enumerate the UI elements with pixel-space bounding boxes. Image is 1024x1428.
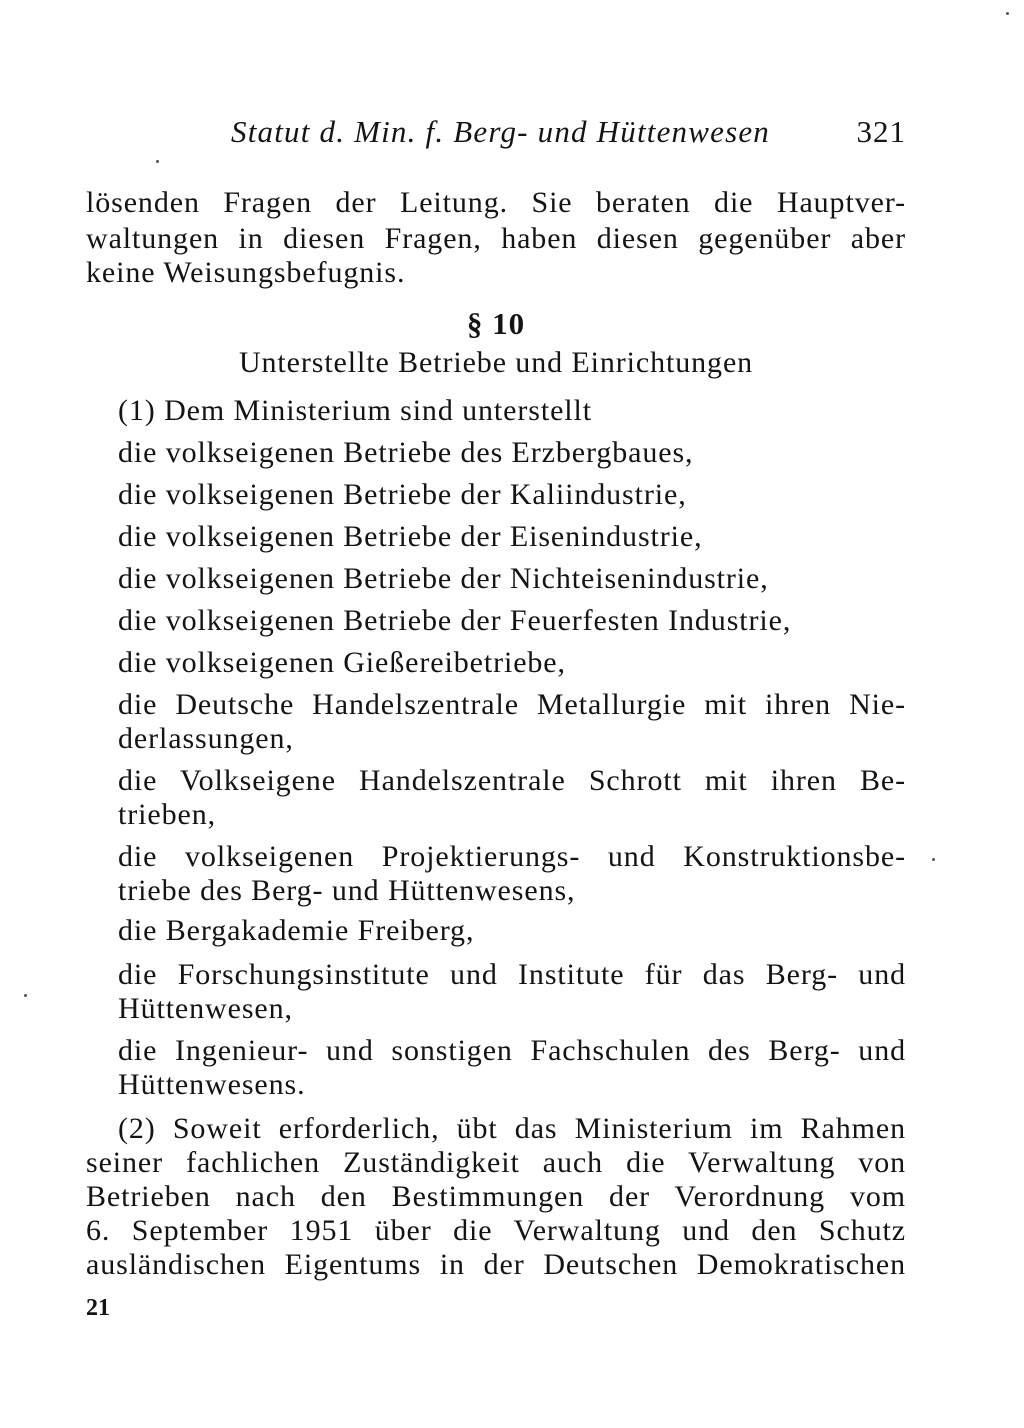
scan-speck — [1006, 12, 1009, 15]
list-item: die Bergakademie Freiberg, — [118, 914, 475, 947]
paragraph-line: 6. September 1951 über die Verwaltung und den Schutz — [86, 1214, 906, 1247]
list-item: die Ingenieur- und sonstigen Fachschulen des Berg- und — [118, 1034, 906, 1067]
list-item: die volkseigenen Betriebe der Kaliindustrie, — [118, 478, 687, 511]
list-item: die volkseigenen Projektierungs- und Konstruktionsbe- — [118, 840, 906, 873]
scan-speck — [24, 994, 27, 997]
page-number: 321 — [856, 114, 906, 149]
running-title: Statut d. Min. f. Berg- und Hüttenwesen — [231, 114, 771, 149]
list-item: die volkseigenen Betriebe der Eisenindustrie, — [118, 520, 703, 553]
list-item: die Volkseigene Handelszentrale Schrott mit ihren Be- — [118, 764, 906, 797]
list-item: die volkseigenen Betriebe des Erzbergbaues, — [118, 436, 694, 469]
list-item: die volkseigenen Betriebe der Feuerfesten Industrie, — [118, 604, 792, 637]
intro-line: waltungen in diesen Fragen, haben diesen gegenüber aber — [86, 222, 906, 255]
list-item: die volkseigenen Betriebe der Nichteisenindustrie, — [118, 562, 769, 595]
paragraph-line: ausländischen Eigentums in der Deutschen Demokratischen — [86, 1248, 906, 1281]
signature-mark: 21 — [86, 1295, 110, 1321]
paragraph-line: seiner fachlichen Zuständigkeit auch die Verwaltung von — [86, 1146, 906, 1179]
paragraph-line: Betrieben nach den Bestimmungen der Verordnung vom — [86, 1180, 906, 1213]
list-item-continuation: trieben, — [118, 798, 216, 831]
list-item-continuation: triebe des Berg- und Hüttenwesens, — [118, 874, 576, 907]
scan-speck — [932, 858, 935, 861]
section-mark: § 10 — [466, 306, 526, 341]
scan-speck — [156, 160, 159, 163]
intro-line: keine Weisungsbefugnis. — [86, 256, 406, 289]
paragraph-line: (1) Dem Ministerium sind unterstellt — [118, 394, 593, 427]
intro-line: lösenden Fragen der Leitung. Sie beraten die Hauptver- — [86, 186, 906, 219]
list-item-continuation: derlassungen, — [118, 722, 294, 755]
list-item: die Deutsche Handelszentrale Metallurgie mit ihren Nie- — [118, 688, 906, 721]
running-head — [86, 114, 906, 158]
paragraph-line: (2) Soweit erforderlich, übt das Ministerium im Rahmen — [118, 1112, 906, 1145]
section-heading: Unterstellte Betriebe und Einrichtungen — [238, 346, 754, 379]
list-item-continuation: Hüttenwesens. — [118, 1068, 306, 1101]
list-item: die Forschungsinstitute und Institute für das Berg- und — [118, 958, 906, 991]
list-item-continuation: Hüttenwesen, — [118, 992, 293, 1025]
list-item: die volkseigenen Gießereibetriebe, — [118, 646, 566, 679]
